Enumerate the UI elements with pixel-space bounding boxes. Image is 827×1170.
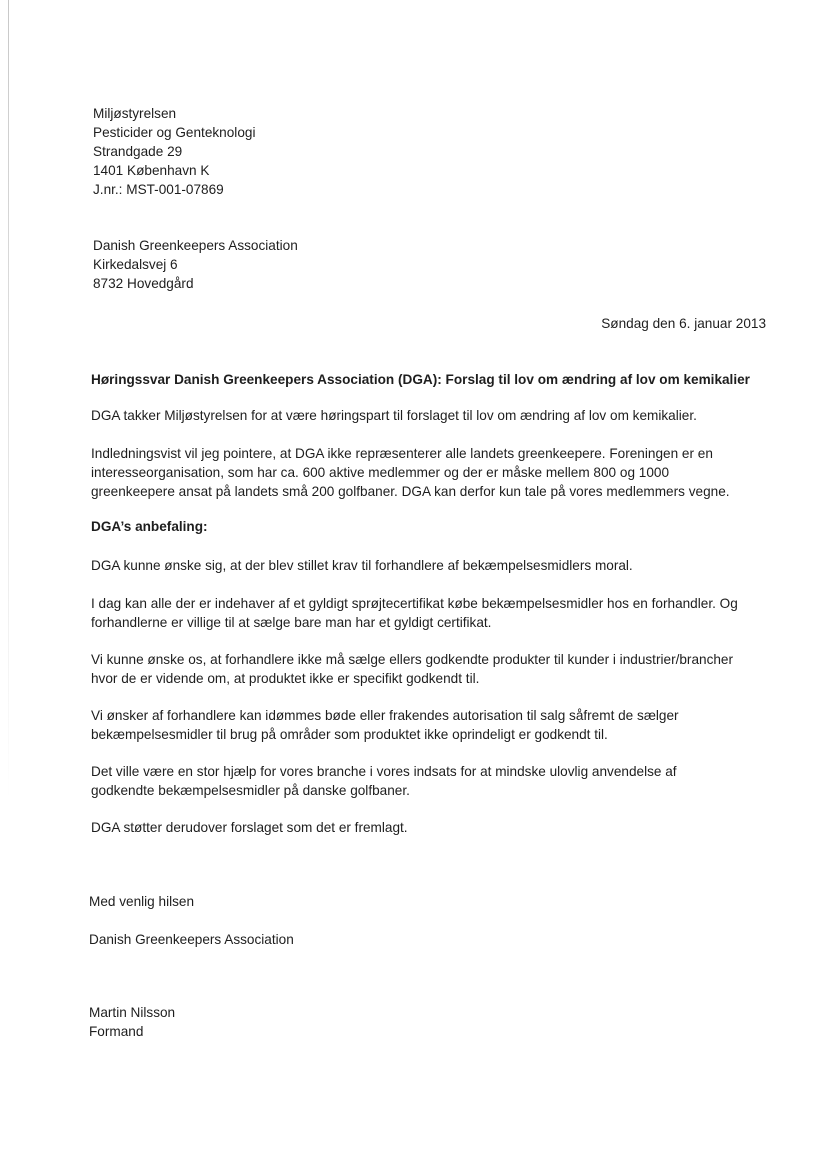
- signer-title: Formand: [89, 1024, 144, 1039]
- paragraph-support: DGA støtter derudover forslaget som det er fremlagt.: [91, 820, 408, 835]
- paragraph-intro: [91, 444, 730, 501]
- recipient-street: Strandgade 29: [93, 144, 183, 159]
- paragraph-help: [91, 762, 677, 800]
- letter-date: Søndag den 6. januar 2013: [601, 316, 766, 331]
- letter-heading: Høringssvar Danish Greenkeepers Association (DGA): Forslag til lov om ændring af lov om kemikalier: [91, 372, 750, 387]
- sender-city: 8732 Hovedgård: [93, 276, 194, 291]
- paragraph-fines-line: bekæmpelsesmidler til brug på områder som produktet ikke oprindeligt er godkendt til.: [91, 727, 608, 742]
- paragraph-thanks: DGA takker Miljøstyrelsen for at være høringspart til forslaget til lov om ændring af lov om kemikalier.: [91, 408, 697, 423]
- recipient-reference: J.nr.: MST-001-07869: [93, 182, 224, 197]
- paragraph-fines: [91, 706, 679, 744]
- sender-name: Danish Greenkeepers Association: [93, 238, 298, 253]
- sender-street: Kirkedalsvej 6: [93, 257, 178, 272]
- paragraph-certificate: [91, 594, 738, 632]
- recommendation-subheading: DGA’s anbefaling:: [91, 519, 208, 534]
- paragraph-certificate-line: I dag kan alle der er indehaver af et gyldigt sprøjtecertifikat købe bekæmpelsesmidler hos en forhandler. Og: [91, 596, 738, 611]
- paragraph-intro-line: greenkeepere ansat på landets små 200 golfbaner. DGA kan derfor kun tale på vores medlemmers vegne.: [91, 484, 730, 499]
- paragraph-fines-line: Vi ønsker af forhandlere kan idømmes bøde eller frakendes autorisation til salg såfremt de sælger: [91, 708, 679, 723]
- closing-organization: Danish Greenkeepers Association: [89, 932, 294, 947]
- signature-block: [89, 1003, 175, 1041]
- paragraph-help-line: godkendte bekæmpelsesmidler på danske golfbaner.: [91, 783, 410, 798]
- paragraph-intro-line: interesseorganisation, som har ca. 600 aktive medlemmer og der er måske mellem 800 og 1000: [91, 465, 670, 480]
- paragraph-moral: DGA kunne ønske sig, at der blev stillet krav til forhandlere af bekæmpelsesmidlers moral.: [91, 558, 633, 573]
- recipient-department: Pesticider og Genteknologi: [93, 125, 256, 140]
- scan-edge-line: [8, 0, 9, 800]
- paragraph-dealers: [91, 650, 733, 688]
- signer-name: Martin Nilsson: [89, 1005, 176, 1020]
- paragraph-dealers-line: hvor de er vidende om, at produktet ikke er specifikt godkendt til.: [91, 671, 480, 686]
- recipient-address: [93, 104, 255, 199]
- paragraph-dealers-line: Vi kunne ønske os, at forhandlere ikke må sælge ellers godkendte produkter til kunder i industrier/brancher: [91, 652, 734, 667]
- closing-greeting: Med venlig hilsen: [89, 894, 195, 909]
- paragraph-intro-line: Indledningsvist vil jeg pointere, at DGA ikke repræsenterer alle landets greenkeepere. Foreningen er en: [91, 446, 713, 461]
- recipient-city: 1401 København K: [93, 163, 210, 178]
- sender-address: [93, 236, 298, 293]
- recipient-name: Miljøstyrelsen: [93, 106, 177, 121]
- paragraph-help-line: Det ville være en stor hjælp for vores branche i vores indsats for at mindske ulovlig anvendelse af: [91, 764, 677, 779]
- paragraph-certificate-line: forhandlerne er villige til at sælge bare man har et gyldigt certifikat.: [91, 615, 492, 630]
